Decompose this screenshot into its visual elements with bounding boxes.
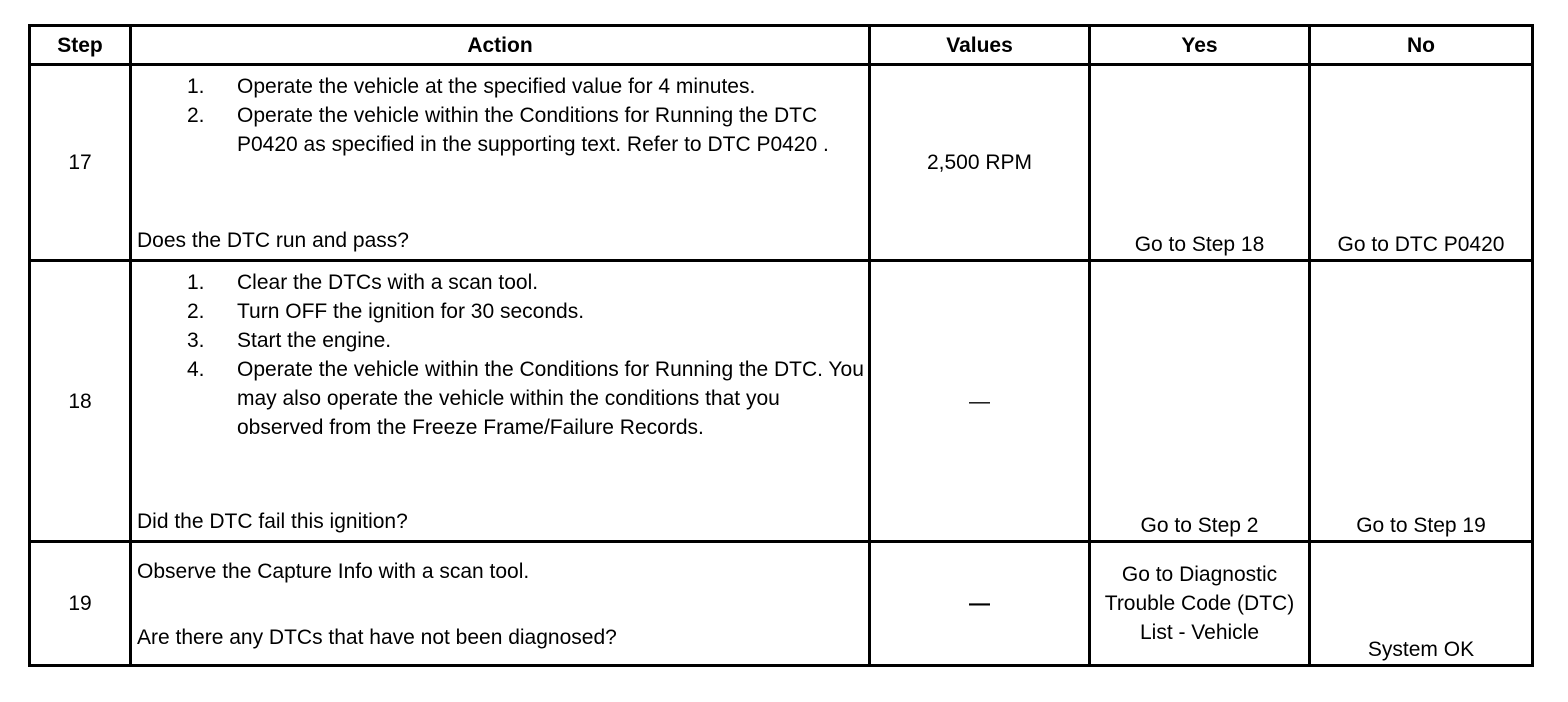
instruction-number: 1. [187,271,205,294]
instruction-number: 2. [187,300,205,323]
instruction-item [137,268,864,297]
action-cell [131,542,870,666]
action-cell [131,65,870,261]
header-yes: Yes [1090,26,1310,65]
instruction-item [137,101,864,159]
action-question: Did the DTC fail this ignition? [137,510,408,533]
step-number: 18 [30,261,131,542]
yes-cell: Go to Step 2 [1090,261,1310,542]
header-step: Step [30,26,131,65]
header-row [30,26,1533,65]
table-row-step-17 [30,65,1533,261]
action-cell [131,261,870,542]
instruction-number: 2. [187,104,205,127]
instruction-number: 1. [187,75,205,98]
instruction-text: Operate the vehicle within the Conditions for Running the DTC P0420 as specified in the supporting text. Refer to DTC P0420 . [237,104,829,156]
value-cell: 2,500 RPM [870,65,1090,261]
instruction-text: Clear the DTCs with a scan tool. [237,271,539,294]
header-no: No [1310,26,1533,65]
instruction-item [137,72,864,101]
value-cell: — [870,261,1090,542]
instruction-item [137,355,864,442]
yes-cell: Go to Step 18 [1090,65,1310,261]
instruction-number: 4. [187,358,205,381]
instruction-text: Operate the vehicle within the Conditions for Running the DTC. You may also operate the vehicle within the conditions that you observed from the Freeze Frame/Failure Records. [237,358,864,439]
header-action: Action [131,26,870,65]
header-values: Values [870,26,1090,65]
step-number: 17 [30,65,131,261]
value-cell: — [870,542,1090,666]
instruction-item [137,297,864,326]
action-question: Are there any DTCs that have not been diagnosed? [137,626,617,649]
action-observation: Observe the Capture Info with a scan tool. [137,560,530,583]
action-question: Does the DTC run and pass? [137,229,409,252]
instruction-text: Operate the vehicle at the specified value for 4 minutes. [237,75,756,98]
instruction-list [137,72,864,159]
instruction-list [137,268,864,442]
no-cell: Go to Step 19 [1310,261,1533,542]
instruction-number: 3. [187,329,205,352]
instruction-text: Start the engine. [237,329,392,352]
no-cell: System OK [1310,542,1533,666]
step-number: 19 [30,542,131,666]
no-cell: Go to DTC P0420 [1310,65,1533,261]
table-row-step-18 [30,261,1533,542]
instruction-item [137,326,864,355]
diagnostic-table [28,24,1534,667]
instruction-text: Turn OFF the ignition for 30 seconds. [237,300,585,323]
table-row-step-19 [30,542,1533,666]
yes-cell: Go to Diagnostic Trouble Code (DTC) List - Vehicle [1090,542,1310,666]
